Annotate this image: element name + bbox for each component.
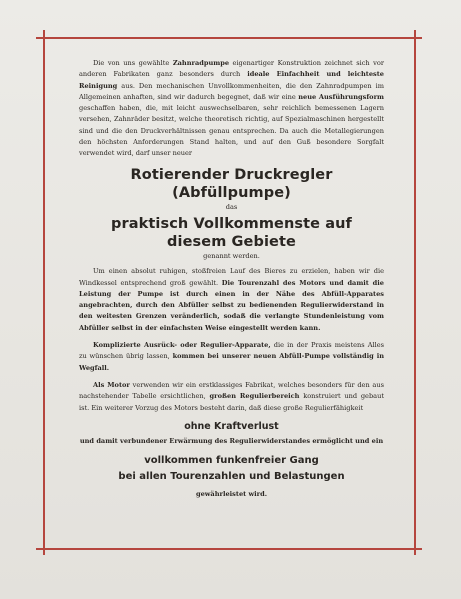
frame-line-left: [43, 30, 45, 555]
frame-line-right: [414, 30, 416, 555]
text-run: aus. Den mechanischen Unvollkommenheiten, die den Zahnradpumpen im Allgemeinen anhaften, sind wir dadurch begegnet, daß wir eine: [79, 81, 384, 101]
frame-line-top: [36, 37, 422, 39]
text-run: verwenden wir ein erstklassiges Fabrikat, welches besonders für den aus nachstehender Tabelle ersichtlichen,: [79, 380, 384, 401]
heading-tourenzahlen: bei allen Tourenzahlen und Belastungen: [118, 471, 345, 483]
emphasis-text: Die Tourenzahl des Motors und damit die Leistung der Pumpe ist durch einen in der Nähe des Abfüll-Apparates angebrachten, durch den Abfüller selbst zu bedienenden Regulierwiderstand in den weitesten Grenzen veränderlich, sodaß die verlangte Stundenleistung vom Abfüller selbst in der einfachsten Weise eingestellt werden kann.: [79, 278, 384, 332]
emphasis-text: großen Regulierbereich: [209, 392, 300, 401]
paragraph-windkessel: [79, 266, 384, 334]
text-erwaermung: und damit verbundener Erwärmung des Regulierwiderstandes ermöglicht und ein: [79, 436, 384, 445]
text-run: die in der Praxis meistens Alles zu wünschen übrig lassen,: [79, 341, 384, 361]
text-run: geschaffen haben, die, mit leicht auswechselbaren, sehr reichlich bemessenen Lagern versehen, Zahnräder besitzt, welche theoretisch richtig, auf Spezialmaschinen hergestellt sind und die den Druckverhältnissen genau entsprechen. Da auch die Metallegierungen den höchsten Anforderungen Stand halten, und auf den Guß besondere Sorgfalt verwendet wird, darf unser neuer: [79, 104, 384, 158]
text-final: gewährleistet wird.: [195, 490, 268, 499]
document-body: [79, 58, 384, 500]
heading-funkenfrei: vollkommen funkenfreier Gang: [144, 455, 319, 467]
text-genannt: genannt werden.: [203, 251, 260, 260]
text-run: Um einen absolut ruhigen, stoßfreien Lauf des Bieres zu erzielen, haben wir die Windkessel entsprechend groß gewählt.: [79, 267, 384, 287]
heading-product: Rotierender Druckregler (Abfüllpumpe): [130, 166, 333, 201]
text-run: Die von uns gewählte: [93, 59, 173, 67]
text-run: eigenartiger Konstruktion zeichnet sich vor anderen Fabrikaten ganz besonders durch: [79, 59, 384, 79]
paragraph-motor: [79, 380, 384, 414]
paragraph-regulier: [79, 340, 384, 374]
paragraph-intro: [79, 58, 384, 160]
text-run: konstruiert und gebaut ist. Ein weiterer Vorzug des Motors besteht darin, daß diese große Regulierfähigkeit: [79, 392, 385, 412]
emphasis-text: Komplizierte Ausrück- oder Regulier-Apparate,: [93, 341, 271, 350]
emphasis-text: Als Motor: [93, 380, 130, 389]
emphasis-text: neue Ausführungsform: [298, 92, 385, 101]
frame-line-bottom: [36, 548, 422, 550]
emphasis-text: ideale Einfachheit und leichteste Reinigung: [79, 70, 385, 90]
heading-claim: praktisch Vollkommenste auf diesem Gebiete: [111, 215, 352, 250]
emphasis-text: kommen bei unserer neuen Abfüll-Pumpe vollständig in Wegfall.: [79, 352, 384, 372]
emphasis-text: Zahnradpumpe: [172, 59, 230, 67]
heading-kraftverlust: ohne Kraftverlust: [184, 420, 279, 432]
text-das: das: [225, 202, 238, 211]
